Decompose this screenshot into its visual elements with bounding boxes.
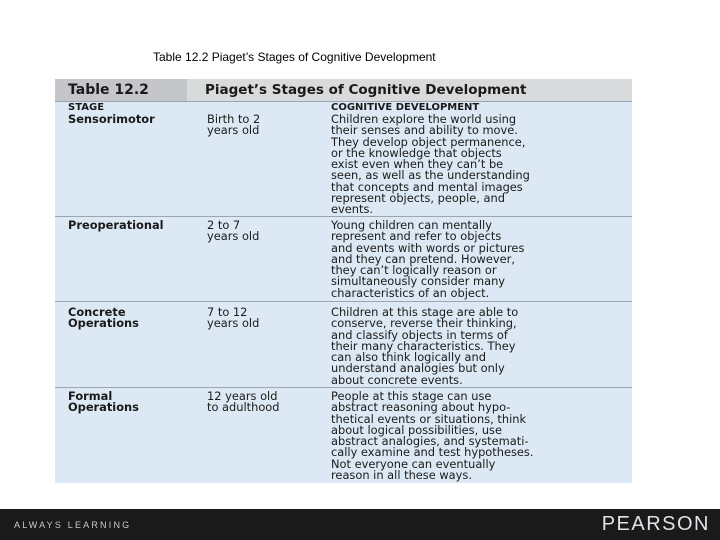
stage-name: Concrete Operations [68, 305, 139, 331]
stage-name: Preoperational [68, 218, 164, 232]
pearson-logo: PEARSON [601, 513, 710, 535]
column-header-development: COGNITIVE DEVELOPMENT [331, 102, 480, 113]
table-row [55, 114, 632, 217]
table-row [55, 391, 632, 483]
stage-age: 12 years old to adulthood [207, 389, 280, 415]
stage-age: 2 to 7 years old [207, 218, 260, 244]
table-number-label: Table 12.2 [55, 79, 187, 101]
slide-title: Table 12.2 Piaget’s Stages of Cognitive Development [153, 50, 436, 64]
stage-description: Children explore the world using their senses and ability to move. They develop object permanence, or the knowledge that objects exist even when they can’t be seen, as well as the understanding that concepts and mental images represent objects, people, and events. [331, 112, 530, 217]
stage-name: Sensorimotor [68, 112, 155, 126]
table-header [55, 79, 632, 102]
stage-age: Birth to 2 years old [207, 112, 261, 138]
stage-age: 7 to 12 years old [207, 305, 260, 331]
table-row [55, 307, 632, 388]
column-header-stage: STAGE [68, 102, 105, 113]
piaget-stages-table [55, 79, 632, 483]
table-row [55, 220, 632, 302]
stage-description: Young children can mentally represent and refer to objects and events with words or pictures and they can pretend. However, they can’t logically reason or simultaneously consider many characteristics of an object. [331, 218, 525, 300]
table-caption: Piaget’s Stages of Cognitive Development [205, 82, 527, 98]
footer-tagline: ALWAYS LEARNING [14, 520, 132, 530]
footer-bar [0, 509, 720, 540]
stage-name: Formal Operations [68, 389, 139, 415]
stage-description: Children at this stage are able to conserve, reverse their thinking, and classify objects in terms of their many characteristics. They can also think logically and understand analogies but only about concrete events. [331, 305, 519, 387]
stage-description: People at this stage can use abstract reasoning about hypo- thetical events or situations, think about logical possibilities, use abstract analogies, and systemati- cally examine and test hypotheses. Not everyone can eventually reason in all these ways. [331, 389, 534, 483]
